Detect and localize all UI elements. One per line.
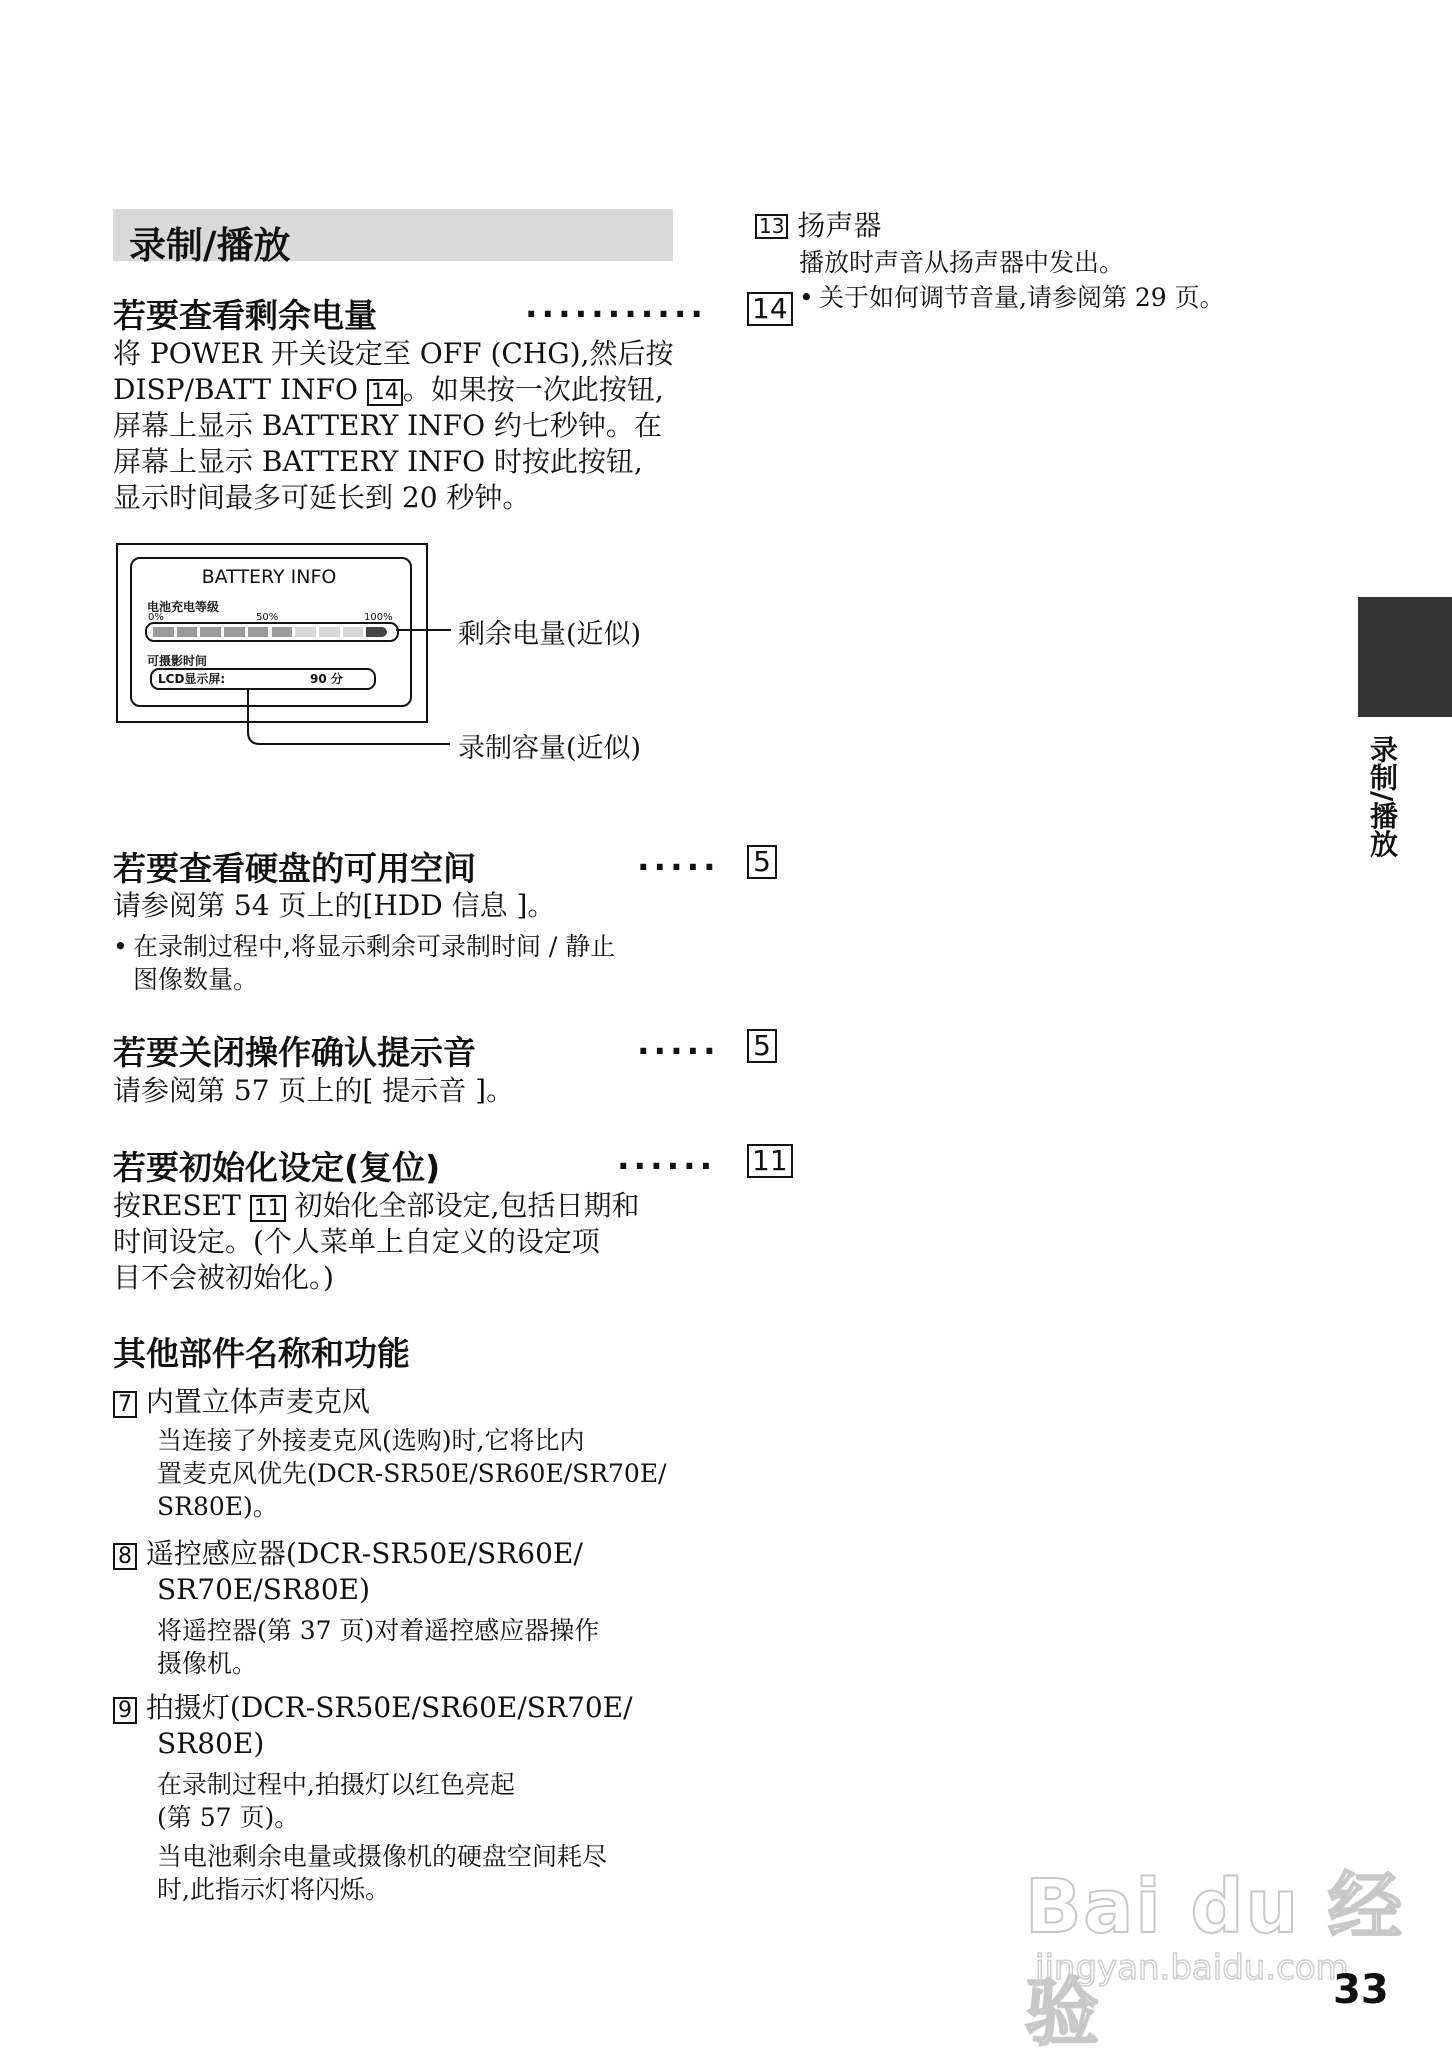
hdd-heading bbox=[113, 839, 771, 888]
speaker-bullet: • 关于如何调节音量,请参阅第 29 页。 bbox=[799, 281, 1315, 314]
other-parts-heading: 其他部件名称和功能 bbox=[113, 1334, 410, 1373]
text-line: 按RESET 11 初始化全部设定,包括日期和 bbox=[113, 1189, 640, 1222]
part-item-description: 播放时声音从扬声器中发出。 bbox=[799, 248, 1125, 277]
text-line: 时间设定。(个人菜单上自定义的设定项 bbox=[113, 1225, 600, 1258]
recording-capacity-callout: 录制容量(近似) bbox=[458, 733, 642, 764]
part-number-box: 5 bbox=[747, 1029, 777, 1063]
part-number-box: 7 bbox=[113, 1391, 137, 1418]
part-item-description: 当连接了外接麦克风(选购)时,它将比内 置麦克风优先(DCR-SR50E/SR60E/SR70E/ SR80E)。 bbox=[157, 1426, 667, 1521]
callout-lines bbox=[0, 0, 700, 780]
part-number-box: 11 bbox=[747, 1144, 793, 1178]
beep-heading-text: 若要关闭操作确认提示音 bbox=[113, 1033, 476, 1072]
leader-dots: ........... bbox=[525, 286, 707, 325]
remaining-charge-callout: 剩余电量(近似) bbox=[458, 619, 642, 650]
part-number-box: 8 bbox=[113, 1543, 137, 1570]
baidu-watermark-url: jingyan.baidu.com bbox=[1035, 1948, 1349, 1988]
part-number-box: 13 bbox=[755, 214, 788, 239]
text-line: DISP/BATT INFO 14 。如果按一次此按钮, bbox=[113, 373, 664, 406]
tick-50: 50% bbox=[256, 612, 279, 623]
text-line: 显示时间最多可延长到 20 秒钟。 bbox=[113, 481, 531, 514]
part-number-box: 14 bbox=[747, 292, 793, 326]
leader-dots: ..... bbox=[637, 1023, 720, 1062]
beep-paragraph: 请参阅第 57 页上的[ 提示音 ]。 bbox=[113, 1074, 515, 1107]
hdd-paragraph: 请参阅第 54 页上的[HDD 信息 ]。 bbox=[113, 889, 556, 922]
text-line: 将 POWER 开关设定至 OFF (CHG),然后按 bbox=[113, 337, 674, 370]
text-line: 屏幕上显示 BATTERY INFO 约七秒钟。在 bbox=[113, 409, 662, 442]
leader-dots: ...... bbox=[617, 1138, 717, 1177]
lcd-value: 90 分 bbox=[310, 672, 343, 686]
reset-heading-text: 若要初始化设定(复位) bbox=[113, 1148, 441, 1187]
leader-dots: ..... bbox=[637, 839, 720, 878]
hdd-bullet: • 在录制过程中,将显示剩余可录制时间 / 静止 图像数量。 bbox=[113, 930, 693, 996]
part-number-box: 9 bbox=[113, 1697, 137, 1724]
part-item-title: 9 拍摄灯(DCR-SR50E/SR60E/SR70E/ bbox=[113, 1690, 683, 1726]
battery-heading-text: 若要查看剩余电量 bbox=[113, 296, 377, 335]
part-item-description: 将遥控器(第 37 页)对着遥控感应器操作 摄像机。 bbox=[157, 1616, 600, 1678]
beep-heading bbox=[113, 1023, 771, 1072]
tick-100: 100% bbox=[364, 612, 393, 623]
part-item-8: 8 遥控感应器(DCR-SR50E/SR60E/ SR70E/SR80E) 将遥控器(第 37 页)对着遥控感应器操作 摄像机。 bbox=[113, 1536, 683, 1680]
part-item-13 bbox=[755, 208, 1315, 314]
text-line: 屏幕上显示 BATTERY INFO 时按此按钮, bbox=[113, 445, 643, 478]
part-number-box: 5 bbox=[747, 845, 777, 879]
section-title: 录制/播放 bbox=[129, 224, 291, 267]
part-number-box: 14 bbox=[367, 379, 403, 406]
charge-level-label: 电池充电等级 bbox=[147, 600, 220, 614]
baidu-watermark-logo: Bai du 经验 bbox=[1025, 1864, 1404, 2056]
battery-info-title: BATTERY INFO bbox=[201, 566, 337, 588]
part-item-title: 8 遥控感应器(DCR-SR50E/SR60E/ bbox=[113, 1536, 683, 1572]
part-item-title: 13 扬声器 bbox=[755, 208, 1315, 244]
hdd-heading-text: 若要查看硬盘的可用空间 bbox=[113, 849, 476, 888]
chapter-tab-label: 录制/播放 bbox=[1366, 735, 1399, 858]
tick-0: 0% bbox=[148, 612, 164, 623]
recording-time-label: 可摄影时间 bbox=[147, 654, 208, 668]
part-number-box: 11 bbox=[250, 1195, 286, 1222]
text-line: 目不会被初始化。) bbox=[113, 1261, 334, 1294]
reset-heading bbox=[113, 1138, 788, 1187]
part-item-description: 在录制过程中,拍摄灯以红色亮起 (第 57 页)。 当电池剩余电量或摄像机的硬盘空间耗尽 时,此指示灯将闪烁。 bbox=[157, 1770, 608, 1904]
lcd-label: LCD显示屏: bbox=[158, 672, 226, 686]
page-number: 33 bbox=[1333, 1967, 1389, 2013]
part-item-9: 9 拍摄灯(DCR-SR50E/SR60E/SR70E/ SR80E) 在录制过程中,拍摄灯以红色亮起 (第 57 页)。 当电池剩余电量或摄像机的硬盘空间耗尽 时,此指示灯将闪烁。 bbox=[113, 1690, 683, 1906]
chapter-tab bbox=[1358, 597, 1452, 717]
reset-paragraph bbox=[113, 1188, 683, 1296]
part-item-title: 7 内置立体声麦克风 bbox=[113, 1384, 683, 1420]
part-item-7 bbox=[113, 1384, 683, 1523]
